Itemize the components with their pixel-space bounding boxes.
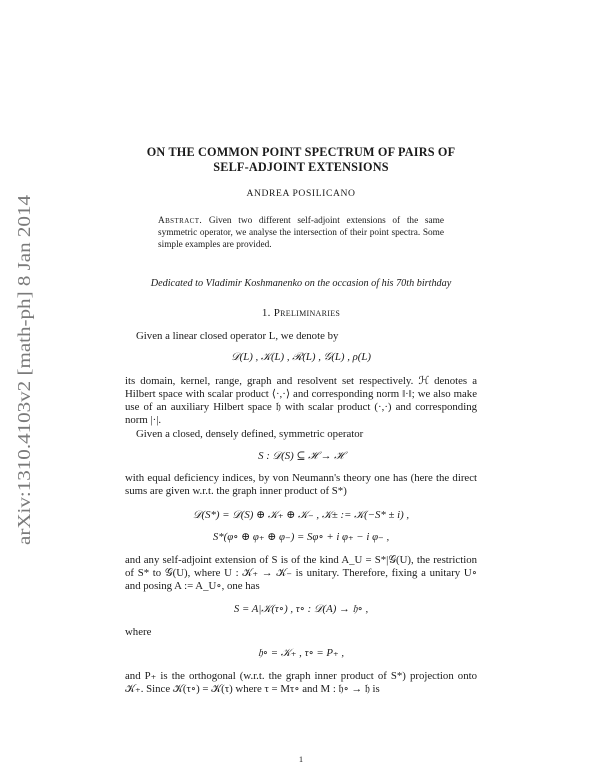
abstract: [158, 215, 444, 251]
paragraph-3: Given a closed, densely defined, symmetric operator: [136, 428, 364, 440]
paragraph-2: its domain, kernel, range, graph and resolvent set respectively. ℋ denotes a Hilbert space with scalar product ⟨·,·⟩ and corresponding norm ‖·‖; we also make use of an auxiliary Hilbert space 𝔥 with scalar product (·,·) and corresponding norm |·|.: [125, 375, 477, 426]
arxiv-stamp: [6, 190, 38, 550]
author: ANDREA POSILICANO: [246, 188, 356, 199]
arxiv-stamp-text: arXiv:1310.4103v2 [math-ph] 8 Jan 2014: [14, 253, 34, 545]
section-title: 1. Preliminaries: [261, 307, 341, 319]
paragraph-7: and P₊ is the orthogonal (w.r.t. the graph inner product of S*) projection onto 𝒦₊. Since 𝒦(τ∘) = 𝒦(τ) where τ = Mτ∘ and M : 𝔥∘ → 𝔥 is: [125, 670, 477, 695]
dedication: Dedicated to Vladimir Koshmanenko on the occasion of his 70th birthday: [150, 278, 452, 289]
paragraph-1: Given a linear closed operator L, we denote by: [136, 330, 339, 342]
equation-4: S*(φ∘ ⊕ φ₊ ⊕ φ₋) = Sφ∘ + i φ₊ − i φ₋ ,: [212, 531, 390, 543]
equation-6: 𝔥∘ = 𝒦₊ , τ∘ = P₊ ,: [257, 647, 345, 659]
abstract-label: Abstract.: [158, 216, 203, 226]
equation-3: 𝒟(S*) = 𝒟(S) ⊕ 𝒦₊ ⊕ 𝒦₋ , 𝒦± := 𝒦(−S* ± i) ,: [192, 509, 410, 521]
equation-1: 𝒟(L) , 𝒦(L) , ℛ(L) , 𝒢(L) , ρ(L): [231, 351, 371, 363]
equation-5: S = A|𝒦(τ∘) , τ∘ : 𝒟(A) → 𝔥∘ ,: [233, 603, 369, 615]
page-number: 1: [298, 754, 304, 764]
paragraph-5: and any self-adjoint extension of S is of the kind A_U = S*|𝒢(U), the restriction of S* to 𝒢(U), where U : 𝒦₊ → 𝒦₋ is unitary. Therefore, fixing a unitary U∘ and posing A := A_U∘, one has: [125, 554, 477, 592]
abstract-text: Given two different self-adjoint extensions of the same symmetric operator, we analyse the intersection of their point spectra. Some simple examples are provided.: [158, 216, 444, 250]
section-heading: [125, 307, 477, 319]
paragraph-6: where: [125, 626, 152, 638]
title-line-1: ON THE COMMON POINT SPECTRUM OF PAIRS OF: [146, 145, 456, 159]
title-line-2: SELF-ADJOINT EXTENSIONS: [213, 160, 389, 174]
paragraph-4: with equal deficiency indices, by von Neumann's theory one has (here the direct sums are given w.r.t. the graph inner product of S*): [125, 472, 477, 497]
equation-2: S : 𝒟(S) ⊆ ℋ → ℋ: [258, 450, 344, 462]
paper-title: [125, 145, 477, 175]
